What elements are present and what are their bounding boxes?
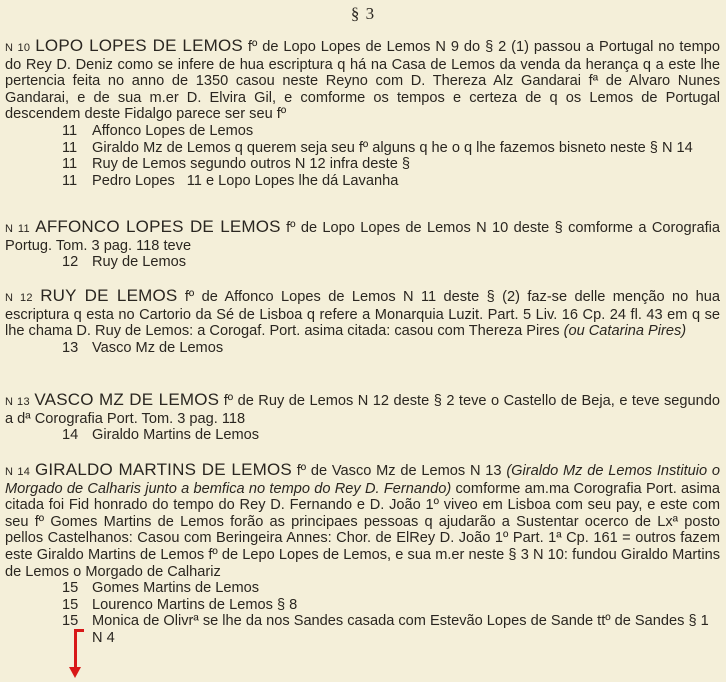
entry-name: AFFONCO LOPES DE LEMOS — [35, 217, 281, 236]
child-number: 11 — [62, 156, 78, 173]
child-text: Ruy de Lemos — [92, 254, 187, 271]
entry-italic-note: (Giraldo Mz de Lemos Instituio o Morgado de Calharis junto a bemfica no tempo do Rey D. Fernando) — [5, 463, 721, 497]
annotation-arrow-down-icon — [69, 667, 81, 678]
entry-name: LOPO LOPES DE LEMOS — [35, 36, 243, 55]
child-line — [62, 613, 720, 646]
child-line — [62, 173, 720, 190]
entry-paragraph — [5, 38, 720, 123]
genealogy-entry-n13 — [5, 392, 720, 444]
child-line — [62, 427, 720, 444]
child-number: 13 — [62, 339, 79, 356]
genealogy-entry-n12 — [5, 288, 720, 356]
child-number: 15 — [62, 596, 79, 613]
child-text: Pedro Lopes — [92, 172, 175, 189]
child-line — [62, 580, 720, 597]
child-line — [62, 140, 720, 157]
child-number: 11 — [62, 139, 78, 156]
entry-number: N 10 — [5, 42, 31, 54]
genealogy-entry-n11 — [5, 219, 720, 271]
entry-paragraph — [5, 392, 720, 427]
entry-number: N 12 — [5, 292, 33, 304]
child-text: Giraldo Martins de Lemos — [92, 427, 260, 444]
child-text: e Lopo Lopes lhe dá Lavanha — [205, 172, 399, 189]
child-line — [62, 123, 720, 140]
entry-text: fº de Lopo Lopes de Lemos N 9 do § 2 (1) passou a Portugal no tempo do Rey D. Deniz como se infere de hua escriptura q há na Casa de Lemos da venda da herança q a este lhe pertencia feita no anno de 1350 casou neste Reyno com D. Thereza Alz Gandarai fª de Alvaro Nunes Gandarai, e de sua m.er D. Elvira Gil, e comforme os tempos e certeza de q os Lemos de Portugal descendem deste Fidalgo parece ser seu fº — [5, 39, 720, 123]
entry-number: N 14 — [5, 466, 31, 478]
annotation-arrow-shaft — [74, 629, 77, 659]
child-line — [62, 254, 720, 271]
child-number: 11 — [62, 122, 78, 139]
entry-name: GIRALDO MARTINS DE LEMOS — [34, 460, 292, 479]
child-text: Ruy de Lemos segundo outros N 12 infra deste § — [92, 156, 411, 173]
child-text: Vasco Mz de Lemos — [92, 339, 224, 356]
child-text: Monica de Olivrª se lhe da nos Sandes casada com Estevão Lopes de Sande ttº de Sandes § 1 N 4 — [92, 613, 709, 646]
genealogy-entry-n14 — [5, 462, 720, 647]
entry-paragraph — [5, 288, 720, 340]
child-line — [62, 156, 720, 173]
child-number: 12 — [62, 254, 79, 271]
child-number: 15 — [62, 580, 79, 597]
entry-name: RUY DE LEMOS — [40, 286, 178, 305]
entry-text: comforme am.ma Corografia Port. asima citada foi Fid honrado do tempo do Rey D. Fernando e D. João 1º viveo em Lisboa com seu pay, e este com seu fº Gomes Martins de Lemos forão as principaes pessoas q ajudarão a Sustentar ocerco de Lxª posto pellos Castelhanos: Casou com Beringeira Annes: Chor. de ElRey D. João 1º Part. 1ª Cp. 161 = outros fazem este Giraldo Martins de Lemos fº de Lepo Lopes de Lemos, e sua m.er neste § 3 N 10: fundou Giraldo Martins de Lemos o Morgado de Calhariz — [5, 480, 720, 580]
entry-text: fº de Ruy de Lemos N 12 deste § 2 teve o Castello de Beja, e teve segundo a dª Corografia Port. Tom. 3 pag. 118 — [5, 393, 720, 427]
entry-number: N 11 — [5, 223, 30, 235]
entry-name: VASCO MZ DE LEMOS — [34, 390, 220, 409]
child-number: 11 — [62, 172, 78, 189]
child-line — [62, 340, 720, 357]
genealogy-entry-n10 — [5, 38, 720, 189]
child-number: 11 — [186, 172, 202, 189]
child-text: Affonco Lopes de Lemos — [92, 122, 254, 139]
entry-paragraph — [5, 219, 720, 254]
child-number: 14 — [62, 427, 79, 444]
entry-number: N 13 — [5, 396, 30, 408]
child-text: Gomes Martins de Lemos — [92, 580, 260, 597]
entry-paragraph — [5, 462, 720, 580]
child-text: Lourenco Martins de Lemos § 8 — [92, 596, 298, 613]
child-line — [62, 597, 720, 614]
entry-italic-note: (ou Catarina Pires) — [563, 323, 687, 340]
section-heading: § 3 — [350, 4, 376, 23]
entry-text: fº de Affonco Lopes de Lemos N 11 deste § (2) faz-se delle menção no hua escriptura q esta no Cartorio da Sé de Lisboa q refere a Monarquia Luzit. Part. 5 Liv. 16 Cp. 24 fl. 43 em q se lhe chama D. Ruy de Lemos: a Corogaf. Port. asima citada: casou com Thereza Pires — [5, 289, 720, 340]
child-number: 15 — [62, 613, 79, 630]
entry-text: fº de Vasco Mz de Lemos N 13 — [296, 463, 502, 479]
child-text: Giraldo Mz de Lemos q querem seja seu fº alguns q he o q lhe fazemos bisneto neste § N 14 — [92, 139, 693, 156]
entry-text: fº de Lopo Lopes de Lemos N 10 deste § comforme a Corografia Portug. Tom. 3 pag. 118 teve — [5, 220, 720, 254]
